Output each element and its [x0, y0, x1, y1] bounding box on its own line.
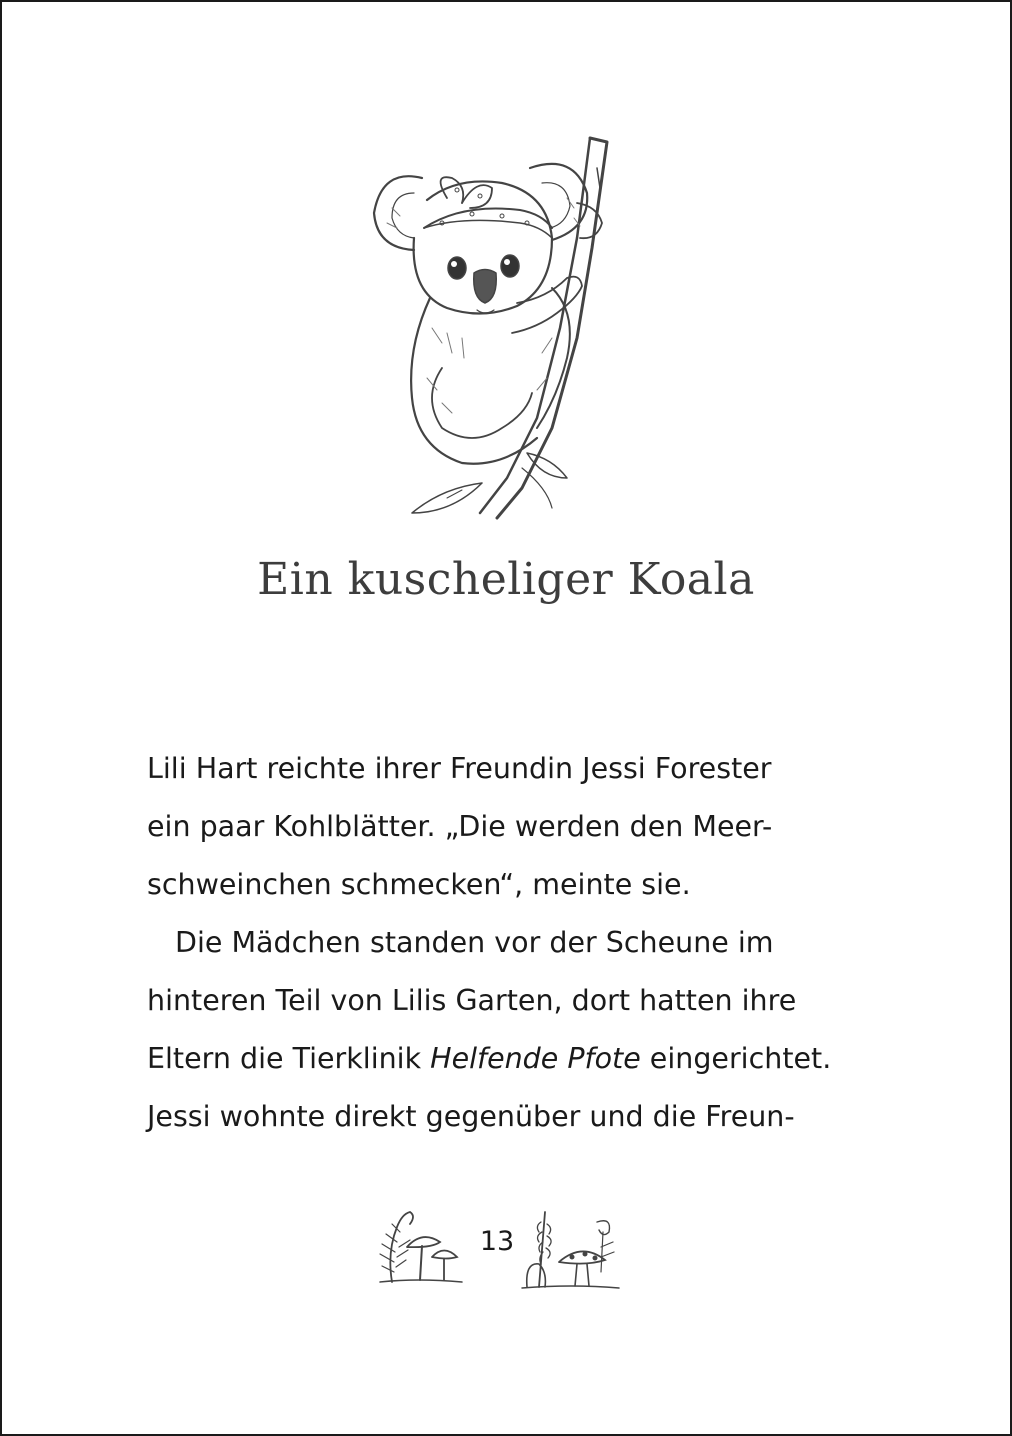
- text-line: ein paar Kohlblätter. „Die werden den Meer-: [147, 810, 773, 843]
- page-footer: [2, 1202, 1010, 1292]
- page-number: 13: [479, 1226, 515, 1257]
- foxglove-toadstool-icon: [517, 1202, 622, 1292]
- text-line: Jessi wohnte direkt gegenüber und die Freun-: [147, 1100, 795, 1133]
- body-text: [147, 740, 867, 1146]
- clinic-name: Helfende Pfote: [430, 1042, 641, 1075]
- chapter-title: Ein kuscheliger Koala: [257, 554, 755, 605]
- text-line: [147, 1030, 867, 1088]
- text-line: Lili Hart reichte ihrer Freundin Jessi Forester: [147, 752, 772, 785]
- text-fragment: Eltern die Tierklinik: [147, 1042, 431, 1075]
- koala-on-branch-icon: [352, 128, 642, 523]
- text-line: schweinchen schmecken“, meinte sie.: [147, 868, 691, 901]
- text-fragment: eingerichtet.: [640, 1042, 832, 1075]
- text-line: Die Mädchen standen vor der Scheune im: [175, 926, 774, 959]
- text-line: hinteren Teil von Lilis Garten, dort hatten ihre: [147, 984, 797, 1017]
- fern-mushrooms-icon: [372, 1202, 467, 1287]
